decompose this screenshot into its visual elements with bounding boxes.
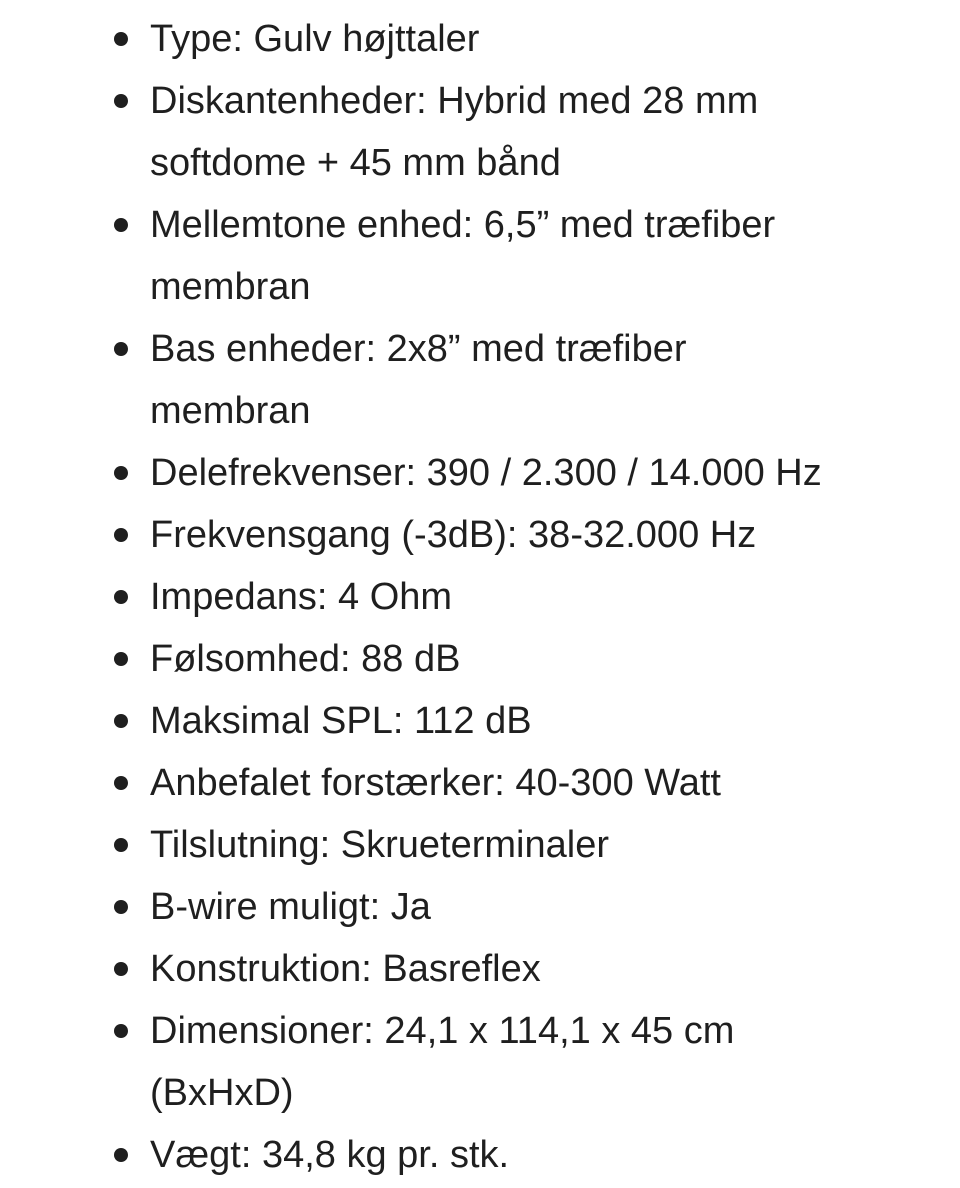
bullet-icon <box>114 1024 128 1038</box>
list-item <box>0 566 960 628</box>
bullet-icon <box>114 1148 128 1162</box>
bullet-icon <box>114 962 128 976</box>
spec-text-line: Mellemtone enhed: 6,5” med træfiber <box>150 204 776 246</box>
list-item <box>0 752 960 814</box>
bullet-icon <box>114 590 128 604</box>
spec-text-line: Anbefalet forstærker: 40-300 Watt <box>150 762 721 804</box>
spec-text-line: Diskantenheder: Hybrid med 28 mm <box>150 80 759 122</box>
bullet-icon <box>114 776 128 790</box>
bullet-icon <box>114 94 128 108</box>
bullet-icon <box>114 32 128 46</box>
list-item <box>0 1000 960 1124</box>
bullet-icon <box>114 218 128 232</box>
bullet-icon <box>114 466 128 480</box>
list-item <box>0 690 960 752</box>
bullet-icon <box>114 838 128 852</box>
spec-text-line: Følsomhed: 88 dB <box>150 638 461 680</box>
spec-text-line: Vægt: 34,8 kg pr. stk. <box>150 1134 510 1176</box>
bullet-icon <box>114 714 128 728</box>
list-item <box>0 628 960 690</box>
spec-text-line: Bas enheder: 2x8” med træfiber <box>150 328 687 370</box>
spec-text-line: Tilslutning: Skrueterminaler <box>150 824 609 866</box>
spec-text-line: Dimensioner: 24,1 x 114,1 x 45 cm <box>150 1010 735 1052</box>
bullet-icon <box>114 900 128 914</box>
spec-text-line: B-wire muligt: Ja <box>150 886 431 928</box>
list-item <box>0 814 960 876</box>
list-item <box>0 70 960 194</box>
spec-text-line: Type: Gulv højttaler <box>150 18 480 60</box>
spec-text-line: Konstruktion: Basreflex <box>150 948 541 990</box>
list-item <box>0 442 960 504</box>
spec-text-line: Delefrekvenser: 390 / 2.300 / 14.000 Hz <box>150 452 822 494</box>
bullet-icon <box>114 528 128 542</box>
spec-text-line: (BxHxD) <box>150 1072 294 1114</box>
list-item <box>0 8 960 70</box>
list-item <box>0 318 960 442</box>
spec-text-line: Maksimal SPL: 112 dB <box>150 700 532 742</box>
list-item <box>0 1124 960 1186</box>
spec-text-line: membran <box>150 266 311 308</box>
list-item <box>0 938 960 1000</box>
spec-text-line: softdome + 45 mm bånd <box>150 142 561 184</box>
list-item <box>0 876 960 938</box>
list-item <box>0 194 960 318</box>
bullet-icon <box>114 652 128 666</box>
spec-text-line: Impedans: 4 Ohm <box>150 576 453 618</box>
spec-text-line: Frekvensgang (-3dB): 38-32.000 Hz <box>150 514 757 556</box>
bullet-icon <box>114 342 128 356</box>
spec-text-line: membran <box>150 390 311 432</box>
list-item <box>0 504 960 566</box>
